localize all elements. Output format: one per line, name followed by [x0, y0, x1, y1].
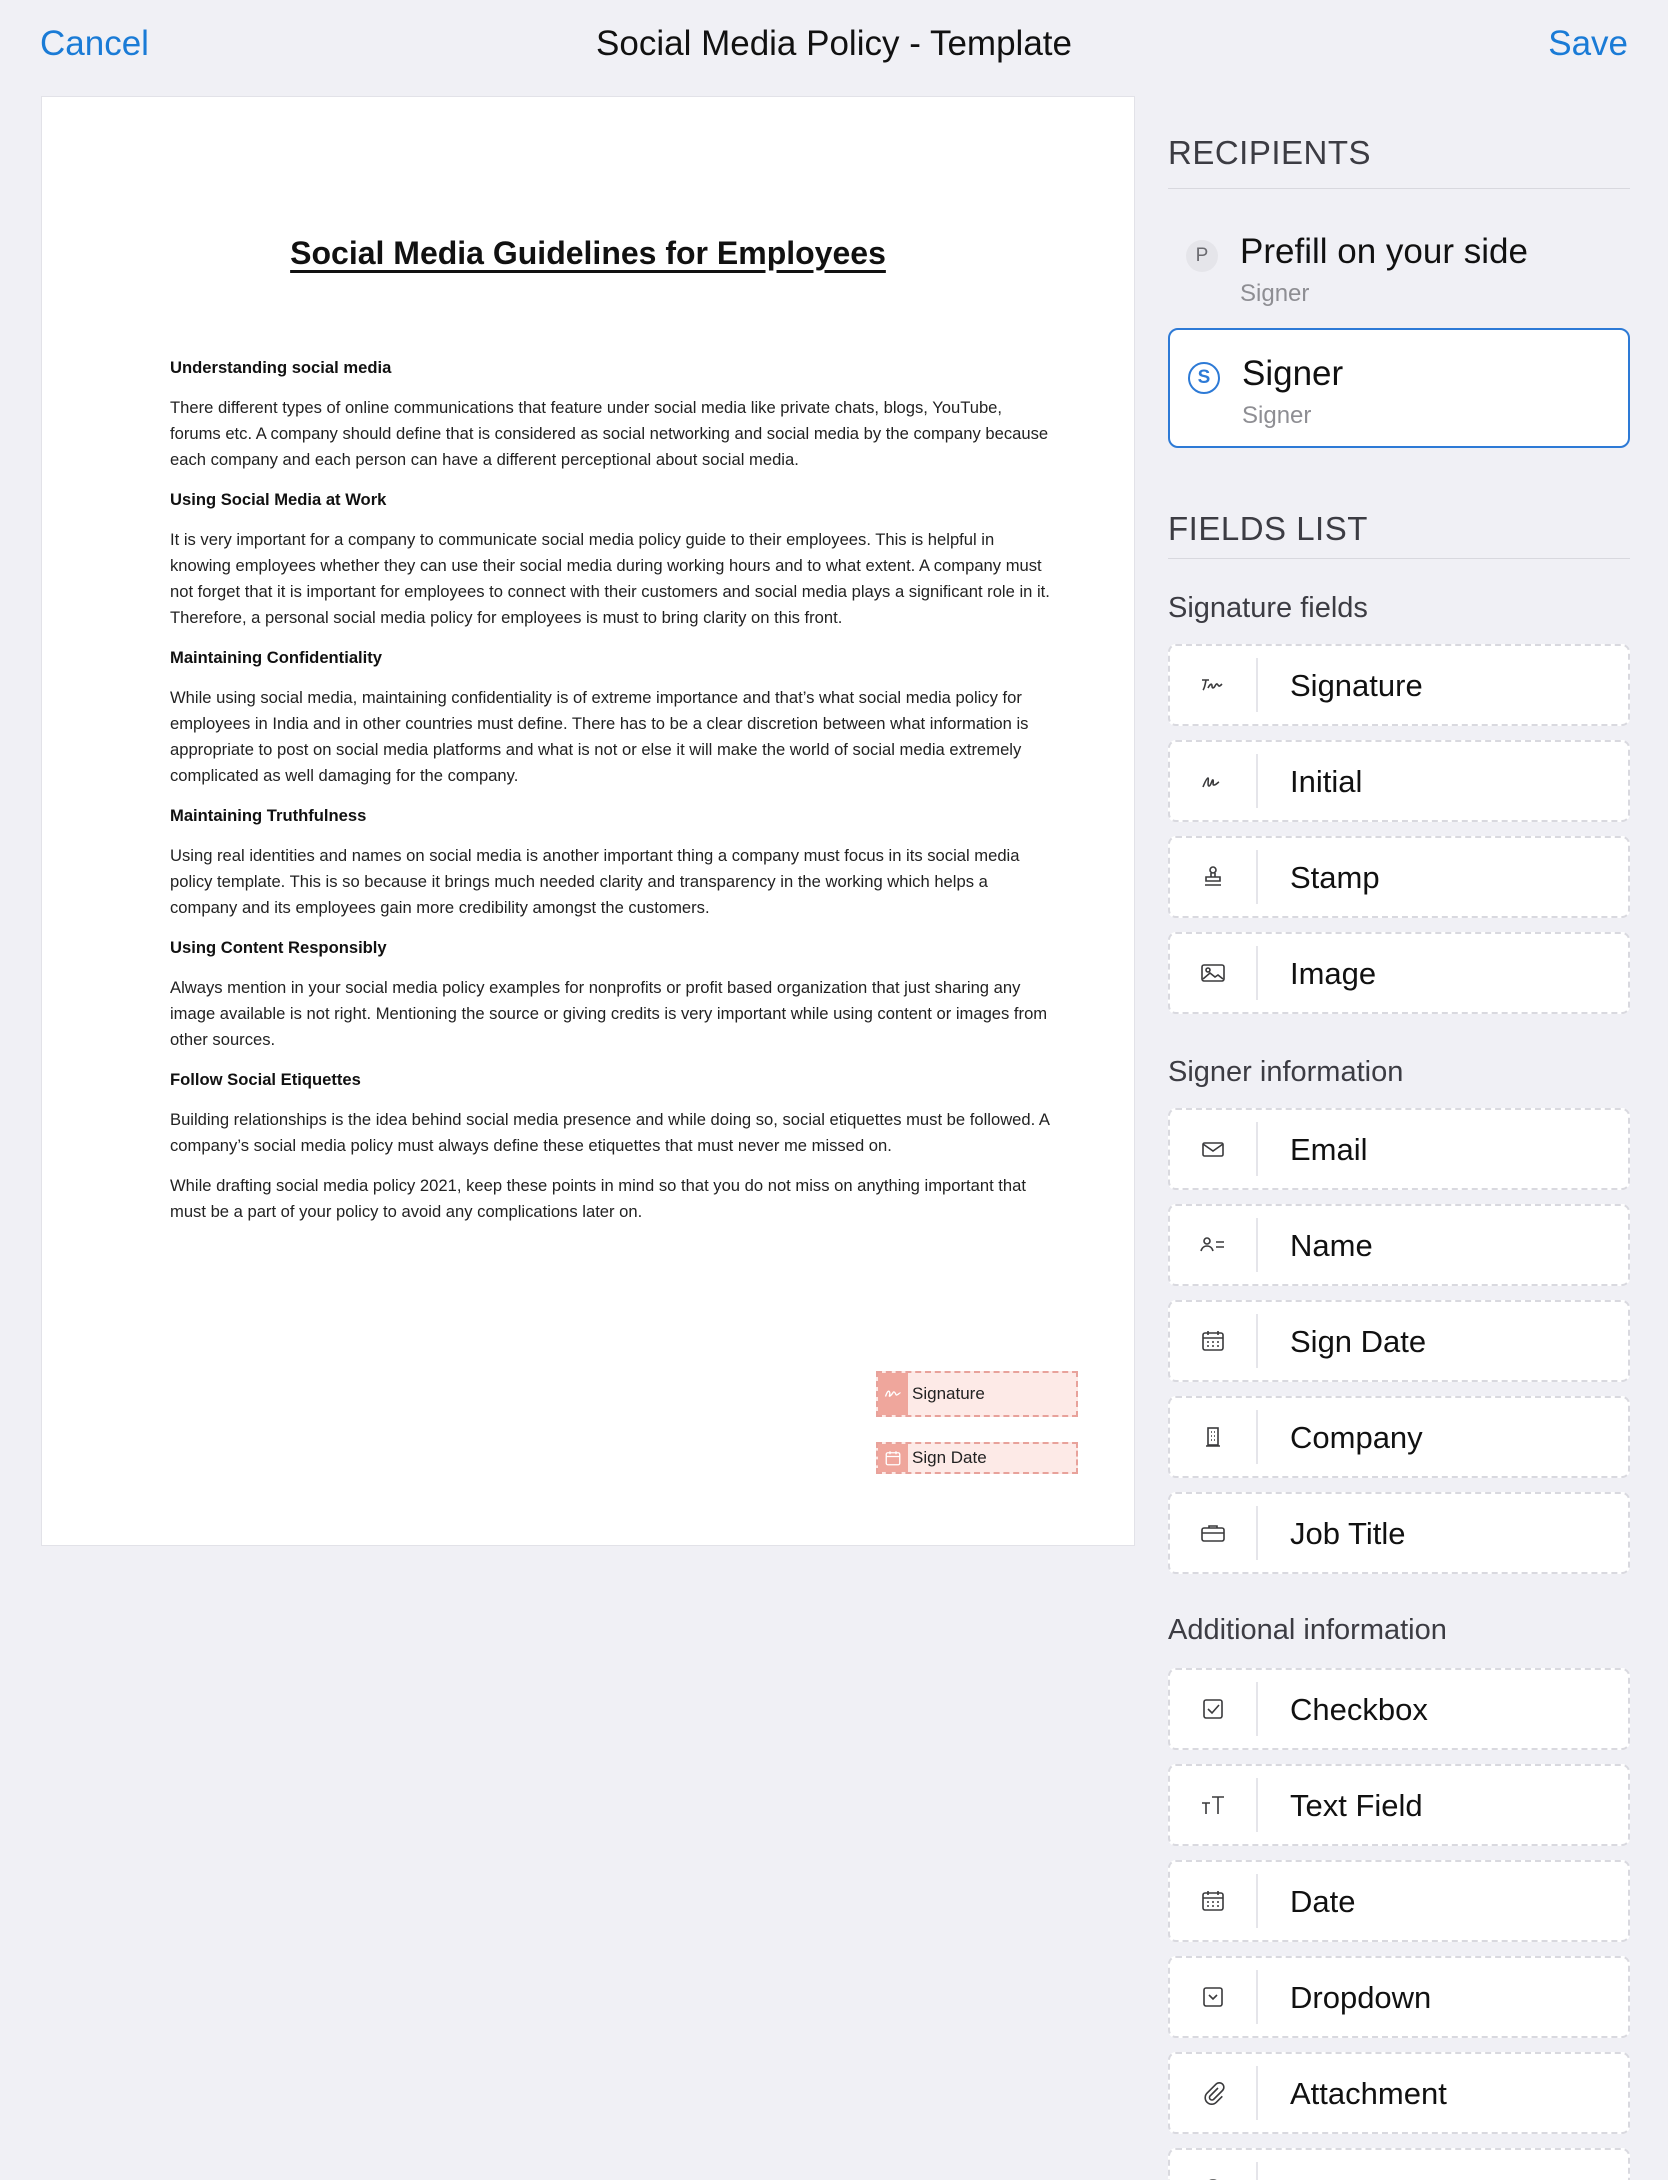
signature-icon	[878, 1373, 908, 1415]
field-label: Name	[1290, 1228, 1373, 1263]
field-label: Attachment	[1290, 2076, 1447, 2111]
divider	[1168, 188, 1630, 189]
field-job-title[interactable]	[1168, 1492, 1630, 1574]
fields-list-title: FIELDS LIST	[1168, 510, 1368, 547]
paperclip-icon	[1170, 2066, 1258, 2120]
briefcase-icon	[1170, 1506, 1258, 1560]
section-paragraph: It is very important for a company to communicate social media policy guide to their employees. This is helpful in knowing employees whether they can use their social media during working hours and to what extent. A company must not forget that it is important for employees to connect with their customers and social media plays a significant role in it. Therefore, a personal social media policy for employees is must to bring clarity on this front.	[170, 530, 1050, 627]
save-button[interactable]: Save	[1548, 24, 1628, 63]
field-email[interactable]	[1168, 1108, 1630, 1190]
additional-information-title: Additional information	[1168, 1614, 1447, 1646]
envelope-icon	[1170, 1122, 1258, 1176]
section-paragraph: There different types of online communications that feature under social media like private chats, blogs, YouTube, forums etc. A company should define that is considered as social networking and social media by the company because each company and each person can have a different perceptional about social media.	[170, 398, 1049, 469]
recipients-title: RECIPIENTS	[1168, 134, 1372, 171]
recipient-name: Prefill on your side	[1240, 232, 1528, 271]
calendar-icon	[1170, 1874, 1258, 1928]
field-company[interactable]	[1168, 1396, 1630, 1478]
field-label: Initial	[1290, 764, 1363, 799]
recipient-prefill[interactable]	[1168, 208, 1630, 328]
recipient-badge: S	[1188, 362, 1220, 394]
person-lines-icon	[1170, 1218, 1258, 1272]
field-text-field[interactable]	[1168, 1764, 1630, 1846]
section-heading: Using Content Responsibly	[170, 938, 387, 957]
document-title: Social Media Guidelines for Employees	[290, 235, 886, 271]
image-icon	[1170, 946, 1258, 1000]
cancel-button[interactable]: Cancel	[40, 24, 149, 63]
signature-fields-title: Signature fields	[1168, 592, 1368, 624]
section-heading: Maintaining Confidentiality	[170, 648, 383, 667]
field-label: Text Field	[1290, 1788, 1423, 1823]
radio-icon	[1170, 2162, 1258, 2180]
section-paragraph: Always mention in your social media policy examples for nonprofits or profit based organization that just sharing any image available is not right. Mentioning the source or giving credits is very important while using content or images from other sources.	[170, 978, 1048, 1049]
dropdown-icon	[1170, 1970, 1258, 2024]
recipient-badge: P	[1186, 240, 1218, 272]
section-heading: Maintaining Truthfulness	[170, 806, 367, 825]
stamp-icon	[1170, 850, 1258, 904]
field-attachment[interactable]	[1168, 2052, 1630, 2134]
field-label: Image	[1290, 956, 1377, 991]
section-paragraph: While drafting social media policy 2021, keep these points in mind so that you do not miss on anything important that must be a part of your policy to avoid any complications later on.	[170, 1176, 1026, 1221]
recipient-signer[interactable]	[1168, 328, 1630, 448]
field-image[interactable]	[1168, 932, 1630, 1014]
field-initial[interactable]	[1168, 740, 1630, 822]
field-signature[interactable]	[1168, 644, 1630, 726]
calendar-icon	[878, 1444, 908, 1472]
recipient-role: Signer	[1240, 280, 1310, 307]
field-label: Job Title	[1290, 1516, 1406, 1551]
section-heading: Follow Social Etiquettes	[170, 1070, 361, 1089]
field-dropdown[interactable]	[1168, 1956, 1630, 2038]
field-partial-next[interactable]	[1168, 2148, 1630, 2180]
section-paragraph: Using real identities and names on social media is another important thing a company must focus in its social media policy template. This is so because it brings much needed clarity and transparency in the working which helps a company and its employees gain more credibility amongst the customers.	[170, 846, 1020, 917]
divider	[1168, 558, 1630, 559]
field-label: Date	[1290, 1884, 1356, 1919]
placed-sign-date-field[interactable]	[876, 1442, 1078, 1474]
calendar-icon	[1170, 1314, 1258, 1368]
recipient-name: Signer	[1242, 354, 1344, 393]
field-label: Sign Date	[1290, 1324, 1427, 1359]
signature-icon	[1170, 658, 1258, 712]
signer-information-title: Signer information	[1168, 1056, 1404, 1088]
text-size-icon	[1170, 1778, 1258, 1832]
section-paragraph: While using social media, maintaining confidentiality is of extreme importance and that’s what social media policy for employees in India and in other countries must define. There has to be a clear discretion between what information is appropriate to post on social media platforms and what is not or else it will make the world of social media extremely complicated as well damaging for the company.	[170, 688, 1029, 785]
field-label: Checkbox	[1290, 1692, 1428, 1727]
section-heading: Using Social Media at Work	[170, 490, 387, 509]
field-label: Email	[1290, 1132, 1368, 1167]
field-label: Dropdown	[1290, 1980, 1432, 2015]
checkbox-icon	[1170, 1682, 1258, 1736]
field-date[interactable]	[1168, 1860, 1630, 1942]
navigation-bar	[0, 0, 1668, 92]
section-heading: Understanding social media	[170, 358, 392, 377]
field-label: Signature	[1290, 668, 1423, 703]
page-title: Social Media Policy - Template	[596, 24, 1072, 63]
building-icon	[1170, 1410, 1258, 1464]
document-body	[170, 355, 1050, 1239]
field-label: Stamp	[1290, 860, 1380, 895]
section-paragraph: Building relationships is the idea behind social media presence and while doing so, social etiquettes must be followed. A company’s social media policy must always define these etiquettes that must never me missed on.	[170, 1110, 1050, 1155]
field-name[interactable]	[1168, 1204, 1630, 1286]
field-label: Company	[1290, 1420, 1423, 1455]
placed-signature-label: Signature	[912, 1384, 985, 1403]
recipient-role: Signer	[1242, 402, 1312, 429]
placed-sign-date-label: Sign Date	[912, 1448, 987, 1467]
initial-icon	[1170, 754, 1258, 808]
placed-signature-field[interactable]	[876, 1371, 1078, 1417]
field-checkbox[interactable]	[1168, 1668, 1630, 1750]
field-stamp[interactable]	[1168, 836, 1630, 918]
document-page[interactable]	[41, 96, 1135, 1546]
field-sign-date[interactable]	[1168, 1300, 1630, 1382]
